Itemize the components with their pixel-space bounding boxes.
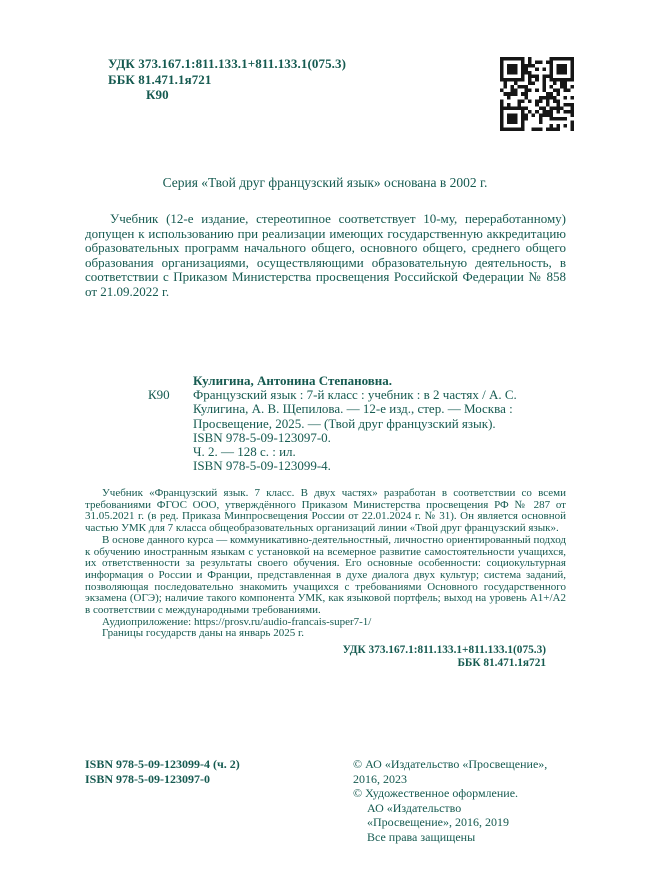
bbk-code: ББК 81.471.1я721 <box>108 71 212 87</box>
isbn-footer-part: ISBN 978-5-09-123099-4 (ч. 2) <box>85 757 240 771</box>
bbk-ref: ББК 81.471.1я721 <box>457 657 546 670</box>
copyright-art: © Художественное оформление. <box>353 786 519 800</box>
catalog-entry <box>148 388 550 431</box>
audio-link-line: Аудиоприложение: https://prosv.ru/audio-francais-super7-1/ <box>102 615 372 628</box>
copyright-publisher: © АО «Издательство «Просвещение», 2016, 2023 <box>353 757 548 786</box>
author-sign-k90: К90 <box>146 87 169 102</box>
annotation-paragraph-1: Учебник «Французский язык. 7 класс. В двух частях» разработан в соответствии со всеми требованиями ФГОС ООО, утверждённого Приказом Министерства просвещения РФ № 287 от 31.05.2021 г. (в ред. Приказа Минпросвещения России от 22.01.2024 г. № 31). Он является основной частью УМК для 7 класса общеобразовательных организаций линии «Твой друг французский язык». <box>85 487 566 535</box>
borders-note: Границы государств даны на январь 2025 г. <box>102 627 304 640</box>
udk-ref: УДК 373.167.1:811.133.1+811.133.1(075.3) <box>342 644 546 657</box>
isbn-part-line: ISBN 978-5-09-123099-4. <box>193 458 331 474</box>
author-heading: Кулигина, Антонина Степановна. <box>193 373 393 388</box>
classification-block <box>108 56 346 103</box>
approval-note: Учебник (12-е издание, стереотипное соответствует 10-му, переработанному) допущен к использованию при реализации имеющих государственную аккредитацию образовательных программ начального общего, основного общего, среднего общего образования организациями, осуществляющими образовательную деятельность, в соответствии с Приказом Министерства просвещения Российской Федерации № 858 от 21.09.2022 г. <box>85 211 566 299</box>
isbn-main-line: ISBN 978-5-09-123097-0. <box>193 429 331 445</box>
classification-refs <box>85 644 566 670</box>
catalog-k90: К90 <box>148 387 170 403</box>
rights-reserved: Все права защищены <box>367 829 476 844</box>
udk-code: УДК 373.167.1:811.133.1+811.133.1(075.3) <box>108 56 347 71</box>
series-note: Серия «Твой друг французский язык» основана в 2002 г. <box>162 175 488 190</box>
copyright-block <box>353 757 566 844</box>
qr-code-pattern <box>500 57 574 131</box>
copyright-art-publisher: АО «Издательство «Просвещение», 2016, 2019 <box>367 800 509 829</box>
isbn-footer-main: ISBN 978-5-09-123097-0 <box>85 771 210 786</box>
annotation-block <box>85 488 566 670</box>
catalog-card <box>148 374 550 473</box>
qr-code <box>500 57 574 131</box>
imprint-footer <box>85 757 566 844</box>
catalog-description: Французский язык : 7-й класс : учебник : в 2 частях / А. С. Кулигина, А. В. Щепилова. — 12-е изд., стер. — Москва : Просвещение, 2025. — (Твой друг французский язык). <box>193 387 517 431</box>
isbn-block <box>85 757 353 844</box>
part-line: Ч. 2. — 128 с. : ил. <box>193 444 296 460</box>
annotation-paragraph-2: В основе данного курса — коммуникативно-деятельностный, личностно ориентированный подход к обучению иностранным языкам с установкой на всемерное развитие самостоятельности учащихся, их ответственности за результаты своего обучения. Его основные особенности: социокультурная информация о России и Франции, представленная в духе диалога двух культур; система заданий, позволяющая последовательно знакомить учащихся с требованиями Основного государственного экзамена (ОГЭ); наличие такого компонента УМК, как языковой портфель; выход на уровень А1+/А2 в соответствии с международными требованиями. <box>85 533 566 617</box>
